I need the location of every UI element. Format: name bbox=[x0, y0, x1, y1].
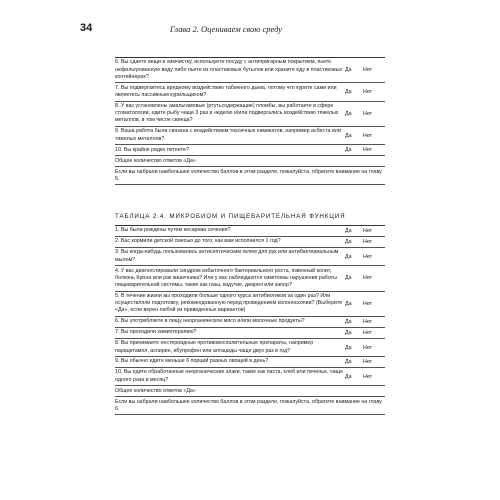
running-title: Глава 2. Оцениваем свою среду bbox=[170, 24, 283, 34]
no-option[interactable]: Нет bbox=[363, 132, 373, 139]
yes-option[interactable]: Да bbox=[345, 344, 352, 351]
table-row bbox=[115, 248, 385, 266]
yes-option[interactable]: Да bbox=[345, 147, 352, 154]
yes-option[interactable]: Да bbox=[345, 227, 352, 234]
question-text: 9. Ваша работа была связана с воздействием токсичных химикатов, например асбеста или тяжелых металлов? bbox=[115, 128, 341, 142]
no-option[interactable]: Нет bbox=[363, 359, 373, 366]
yes-option[interactable]: Да bbox=[345, 329, 352, 336]
no-option[interactable]: Нет bbox=[363, 147, 373, 154]
total-row bbox=[115, 156, 385, 167]
yes-option[interactable]: Да bbox=[345, 67, 352, 74]
no-option[interactable]: Нет bbox=[363, 227, 373, 234]
table-row bbox=[115, 145, 385, 156]
no-option[interactable]: Нет bbox=[363, 88, 373, 95]
table-row bbox=[115, 237, 385, 248]
yes-option[interactable]: Да bbox=[345, 359, 352, 366]
question-text: 2. Вас кормили детской смесью до того, как вам исполнился 1 год? bbox=[115, 238, 281, 245]
table-row bbox=[115, 328, 385, 339]
questionnaire-table-1 bbox=[115, 57, 385, 185]
yes-option[interactable]: Да bbox=[345, 373, 352, 380]
no-option[interactable]: Нет bbox=[363, 238, 373, 245]
yes-option[interactable]: Да bbox=[345, 318, 352, 325]
yes-option[interactable]: Да bbox=[345, 132, 352, 139]
question-text: 10. Вы крайне редко потеете? bbox=[115, 146, 189, 153]
yes-option[interactable]: Да bbox=[345, 110, 352, 117]
no-option[interactable]: Нет bbox=[363, 275, 373, 282]
footer-note bbox=[115, 167, 385, 185]
questionnaire-table-2 bbox=[115, 225, 385, 415]
yes-option[interactable]: Да bbox=[345, 238, 352, 245]
table-row bbox=[115, 266, 385, 291]
no-option[interactable]: Нет bbox=[363, 300, 373, 307]
table-row bbox=[115, 226, 385, 237]
footer-text: Если вы набрали наибольшее количество баллов в этом разделе, пожалуйста, обратите внимание на главу 6. bbox=[115, 398, 382, 412]
question-text: 1. Вы были рождены путем кесарева сечения? bbox=[115, 227, 231, 234]
question-text: 6. Вы употребляете в пищу неорганическое мясо и/или молочные продукты? bbox=[115, 318, 305, 325]
no-option[interactable]: Нет bbox=[363, 253, 373, 260]
page-number: 34 bbox=[80, 22, 93, 34]
question-text: 4. У вас диагностировали синдром избыточного бактериального роста, язвенный колит, болезнь Крона или рак кишечника? Или у вас наблюдаются симптомы нарушения работы пищеварительной системы, такие как газы, вздутие, диарея или запор? bbox=[115, 267, 337, 288]
footer-text: Если вы набрали наибольшее количество баллов в этом разделе, пожалуйста, обратите внимание на главу 5. bbox=[115, 168, 382, 182]
table-row bbox=[115, 292, 385, 317]
yes-option[interactable]: Да bbox=[345, 88, 352, 95]
question-text: 8. У вас установлены амальгамовые (ртутьсодержащие) пломбы, вы работаете в сфере стоматологии, едите рыбу чаще 3 раз в неделю и/или подвергались воздействию тяжелых металлов, в том числе свинца? bbox=[115, 102, 339, 124]
footer-note bbox=[115, 397, 385, 415]
question-text: 6. Вы сдаете вещи в химчистку, используете посуду с антипригарным покрытием, пьете нефильтрованную воду либо пьете из пластиковых бутылок или храните еду в пластиковых контейнерах? bbox=[115, 59, 343, 80]
table-2-title: ТАБЛИЦА 2.4. МИКРОБИОМ И ПИЩЕВАРИТЕЛЬНАЯ ФУНКЦИЯ bbox=[115, 213, 346, 220]
no-option[interactable]: Нет bbox=[363, 67, 373, 74]
question-text: 3. Вы когда-нибудь пользовались антисептическим гелем для рук или антибактериальным мылом? bbox=[115, 249, 339, 263]
yes-option[interactable]: Да bbox=[345, 275, 352, 282]
question-text: 10. Вы едите обработанные неорганические злаки, такие как паста, хлеб или печенье, чаще одного раза в месяц? bbox=[115, 369, 343, 383]
question-text: 7. Вы проходили химиотерапию? bbox=[115, 329, 197, 336]
question-text: 5. В течение жизни вы проходили больше одного курса антибиотиков за один раз? Или осуществляли подготовку, рекомендованную перед проведением колоноскопии? (Выберите «Да», если верен любой из приведенных вариантов) bbox=[115, 292, 343, 314]
question-text: 9. Вы обычно едите меньше 6 порций разных овощей в день? bbox=[115, 358, 269, 365]
table-row bbox=[115, 368, 385, 386]
no-option[interactable]: Нет bbox=[363, 329, 373, 336]
table-row bbox=[115, 83, 385, 101]
total-label: Общее количество ответов «Да» bbox=[115, 387, 196, 394]
table-row bbox=[115, 127, 385, 145]
table-row bbox=[115, 317, 385, 328]
total-row bbox=[115, 386, 385, 397]
table-row bbox=[115, 102, 385, 127]
question-text: 8. Вы принимаете нестероидные противовоспалительные препараты, например парацетамол, аспирин, ибупрофен или антациды чаще двух раз в год? bbox=[115, 340, 314, 354]
no-option[interactable]: Нет bbox=[363, 373, 373, 380]
table-row bbox=[115, 357, 385, 368]
no-option[interactable]: Нет bbox=[363, 344, 373, 351]
question-text: 7. Вы подвергаетесь вредному воздействию табачного дыма, потому что курите сами или являетесь пассивным курильщиком? bbox=[115, 84, 337, 98]
yes-option[interactable]: Да bbox=[345, 300, 352, 307]
table-row bbox=[115, 58, 385, 83]
table-row bbox=[115, 339, 385, 357]
yes-option[interactable]: Да bbox=[345, 253, 352, 260]
no-option[interactable]: Нет bbox=[363, 110, 373, 117]
total-label: Общее количество ответов «Да» bbox=[115, 157, 196, 164]
no-option[interactable]: Нет bbox=[363, 318, 373, 325]
